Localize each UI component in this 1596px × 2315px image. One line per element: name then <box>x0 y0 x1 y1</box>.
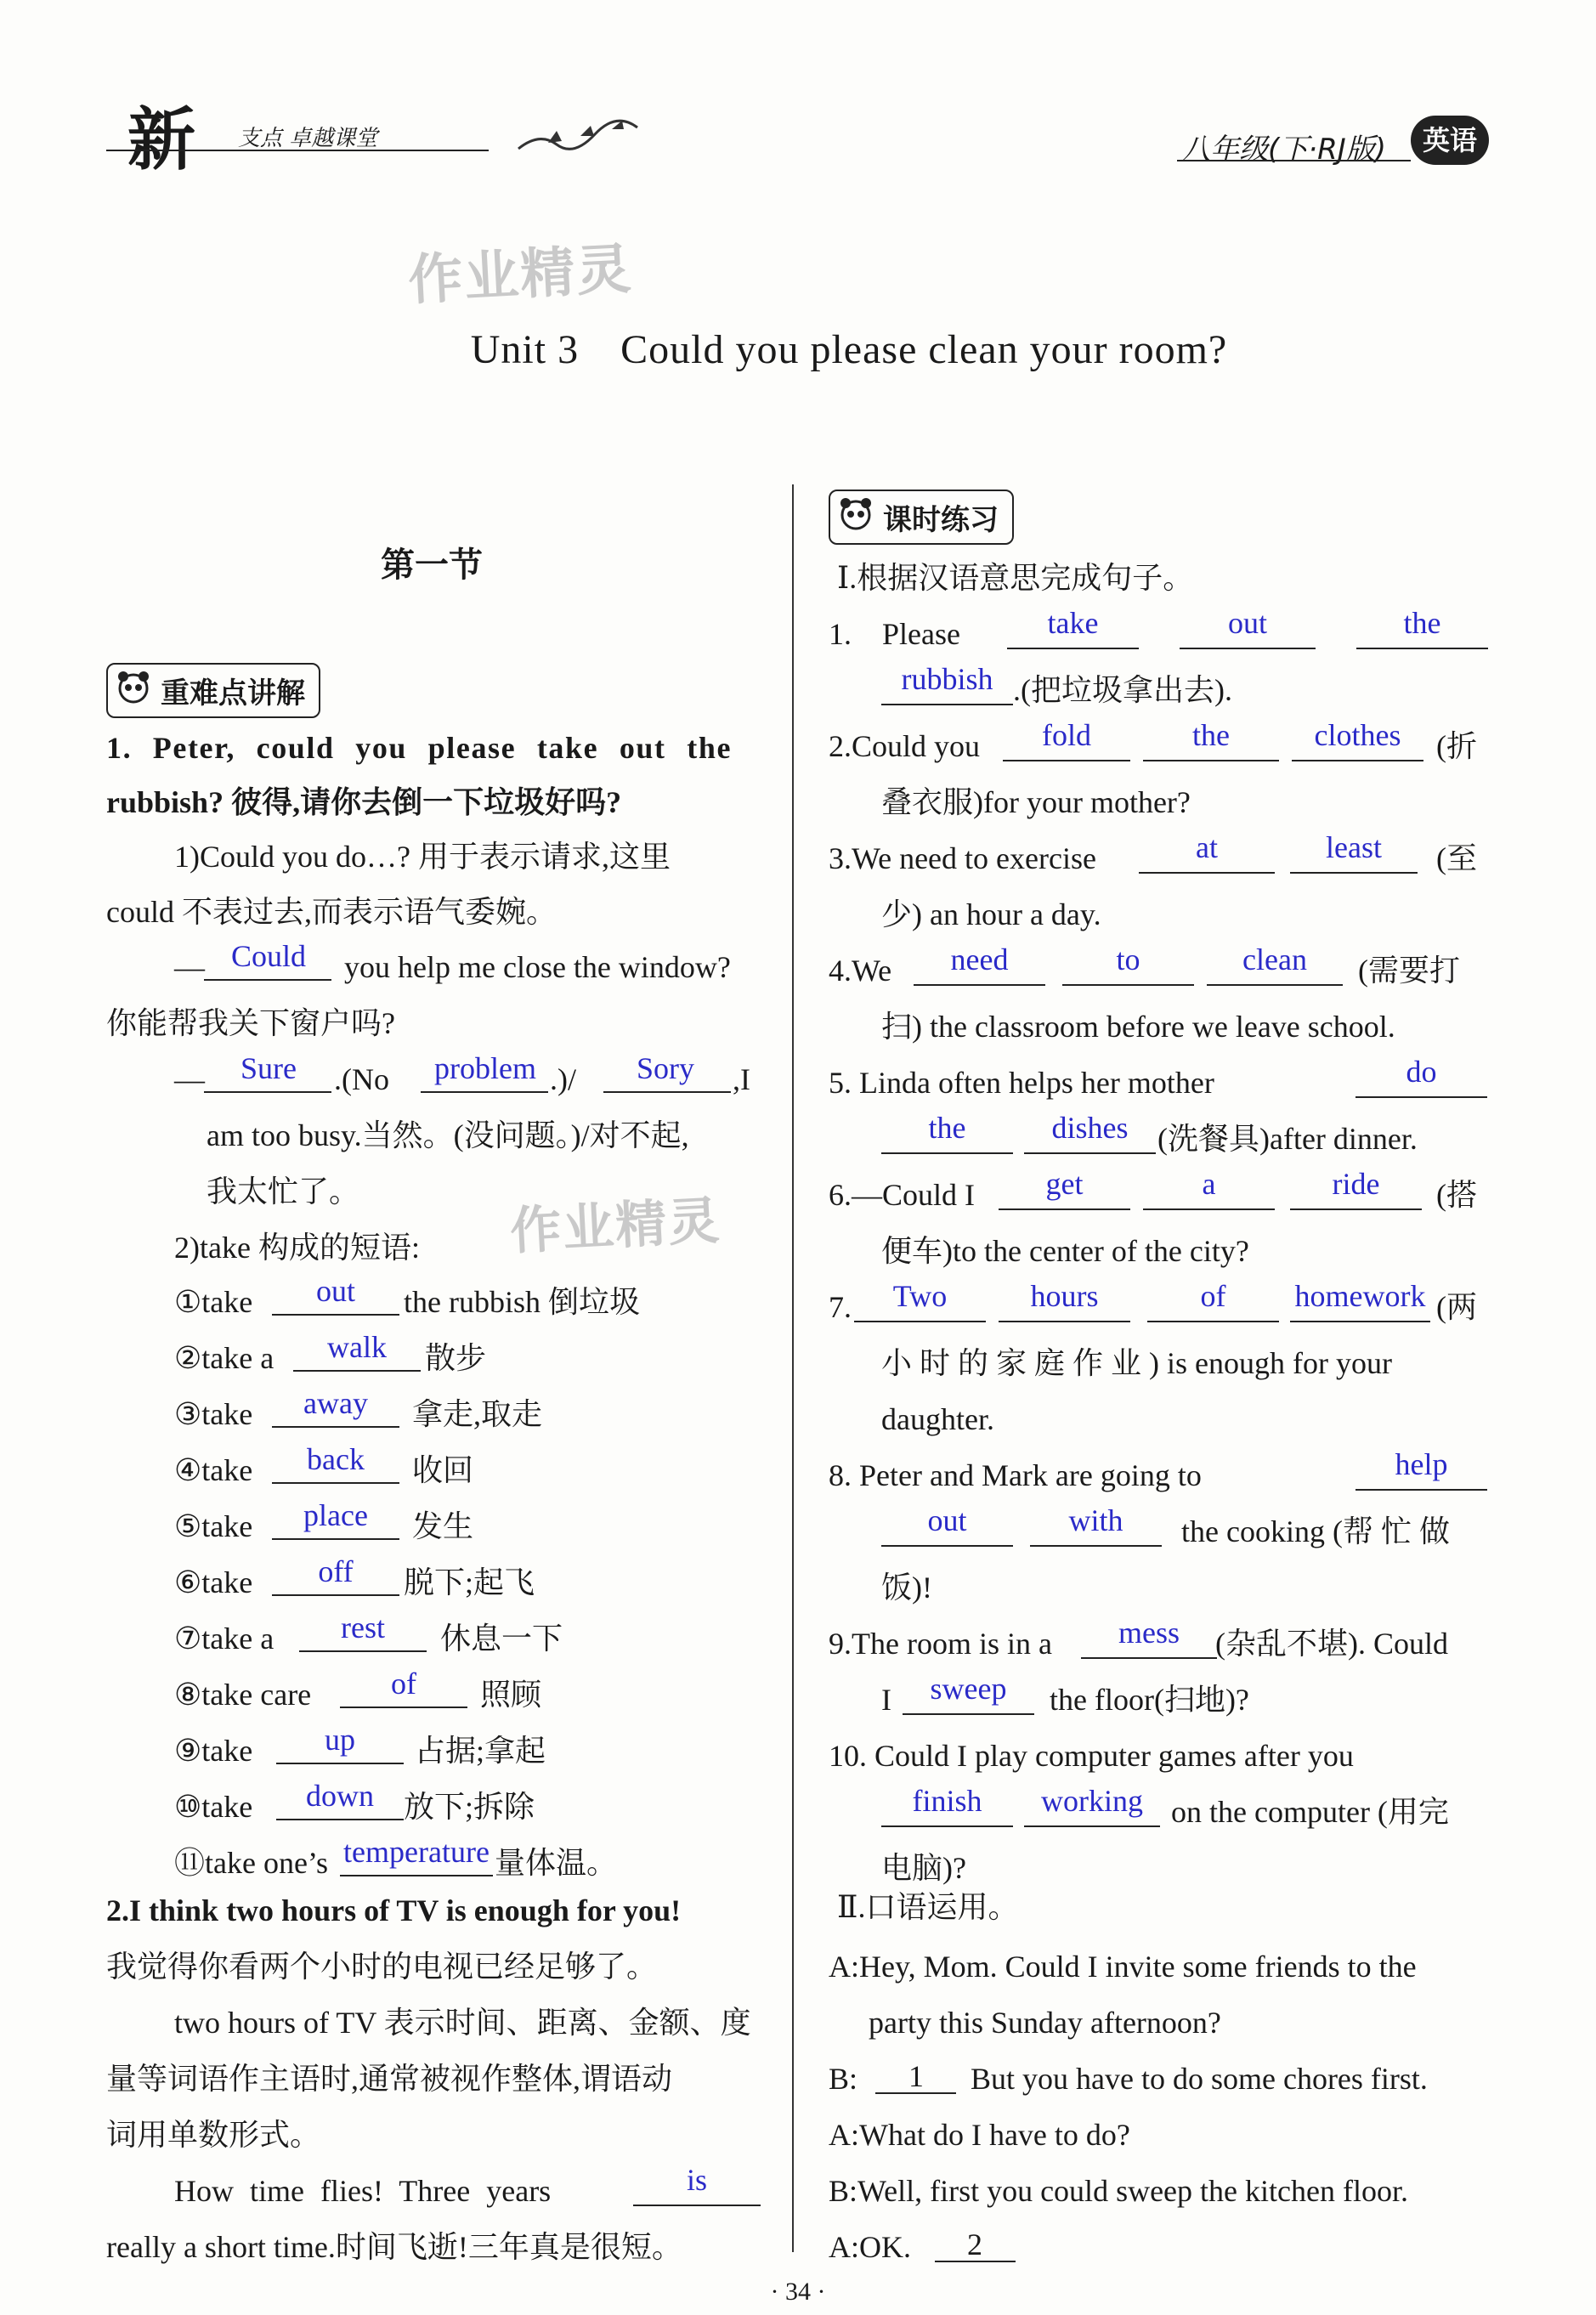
phrase-meaning: 占据;拿起 <box>415 1734 546 1768</box>
key-points-label: 重难点讲解 <box>161 676 305 710</box>
q7-b-blank <box>999 1321 1130 1322</box>
dialog-line5: B:Well, first you could sweep the kitchen floor. <box>829 2174 1408 2208</box>
q9-a-answer: mess <box>1118 1616 1180 1650</box>
q6-text-end: (搭 <box>1436 1178 1477 1212</box>
q2-b-answer: the <box>1192 718 1230 752</box>
header-rule-right <box>1177 160 1411 161</box>
answer-sorry: Sory <box>636 1051 695 1085</box>
phrase-prefix: ④take <box>174 1453 253 1487</box>
q3-b-answer: least <box>1326 830 1382 864</box>
key-points-badge <box>106 663 320 718</box>
q3-a-blank <box>1139 872 1275 874</box>
example2-line2: am too busy.当然。(没问题。)/对不起, <box>207 1118 689 1152</box>
phrase-prefix: ⑪take one’s <box>174 1846 328 1880</box>
q1-d-blank <box>881 704 1013 705</box>
phrase-meaning: 量体温。 <box>495 1846 618 1880</box>
phrase-prefix: ②take a <box>174 1341 274 1375</box>
q3-text-end: (至 <box>1436 841 1477 875</box>
panda-icon <box>113 666 154 707</box>
q10-text-line2: 电脑)? <box>881 1851 966 1885</box>
phrase-prefix: ⑥take <box>174 1565 253 1599</box>
answer-problem: problem <box>434 1051 536 1085</box>
phrase-answer: up <box>325 1723 355 1757</box>
q5-b-answer: the <box>928 1111 966 1145</box>
q7-text: 7. <box>829 1290 852 1324</box>
q6-a-answer: get <box>1045 1167 1084 1201</box>
example2-dash: — <box>174 1062 205 1096</box>
dialog-answer-2: 2 <box>967 2227 982 2261</box>
q1-b-answer: out <box>1227 606 1268 640</box>
q6-a-blank <box>999 1208 1130 1210</box>
q1-a-blank <box>1007 648 1139 649</box>
q7-d-blank <box>1290 1321 1430 1322</box>
phrase-blank <box>340 1875 493 1876</box>
phrase-meaning: 散步 <box>425 1341 487 1375</box>
phrase-prefix: ⑩take <box>174 1790 253 1824</box>
q10-text-end: on the computer (用完 <box>1171 1795 1449 1829</box>
example2-slash: .)/ <box>550 1062 576 1096</box>
example1-translation: 你能帮我关下窗户吗? <box>106 1006 395 1040</box>
phrase-blank <box>299 1650 427 1652</box>
q4-c-blank <box>1207 984 1343 986</box>
q7-d-answer: homework <box>1294 1279 1426 1313</box>
q7-c-blank <box>1147 1321 1279 1322</box>
q5-a-answer: do <box>1406 1055 1437 1089</box>
practice-badge <box>829 490 1014 545</box>
phrase-answer: place <box>303 1498 368 1532</box>
q6-text-line2: 便车)to the center of the city? <box>881 1234 1249 1268</box>
q5-c-answer: dishes <box>1051 1111 1129 1145</box>
header-slogan: 支点 卓越课堂 <box>238 126 378 151</box>
q2-b-blank <box>1143 760 1279 761</box>
page-header <box>0 0 1596 179</box>
q2-text: 2.Could you <box>829 729 981 763</box>
phrase-blank <box>272 1482 399 1484</box>
q3-b-blank <box>1290 872 1418 874</box>
q1-c-answer: the <box>1403 606 1441 640</box>
q6-b-blank <box>1143 1208 1275 1210</box>
q8-c-blank <box>1030 1545 1162 1547</box>
q2-a-answer: fold <box>1042 718 1091 752</box>
q6-b-answer: a <box>1202 1167 1216 1201</box>
blank-could <box>204 979 331 981</box>
phrase-blank <box>272 1426 399 1428</box>
q2-text-line2: 叠衣服)for your mother? <box>881 785 1191 819</box>
q4-b-answer: to <box>1116 942 1140 976</box>
q4-c-answer: clean <box>1242 942 1307 976</box>
phrase-prefix: ⑤take <box>174 1509 253 1543</box>
q4-a-answer: need <box>950 942 1009 976</box>
phrase-answer: rest <box>341 1610 385 1644</box>
example2-no: .(No <box>334 1062 389 1096</box>
point2-line1: 2.I think two hours of TV is enough for you! <box>106 1893 682 1927</box>
q7-text-end: (两 <box>1436 1290 1477 1324</box>
watermark-top: 作业精灵 <box>406 238 635 313</box>
practice-label: 课时练习 <box>883 503 999 537</box>
dialog-line4: A:What do I have to do? <box>829 2118 1130 2152</box>
section-title: 第一节 <box>381 545 483 585</box>
q5-a-blank <box>1355 1096 1487 1098</box>
q5-b-blank <box>881 1152 1013 1154</box>
phrase-meaning: 休息一下 <box>440 1622 563 1656</box>
phrase-answer: down <box>306 1779 374 1813</box>
q5-text-end: (洗餐具)after dinner. <box>1157 1122 1418 1156</box>
phrase-meaning: 发生 <box>412 1509 474 1543</box>
column-divider <box>792 484 794 2252</box>
blank-is <box>633 2205 761 2206</box>
answer-is: is <box>686 2163 708 2197</box>
q9-b-blank <box>903 1713 1034 1715</box>
dialog-line2: party this Sunday afternoon? <box>869 2006 1221 2040</box>
header-rule-left <box>106 150 489 151</box>
blank-problem <box>421 1091 548 1093</box>
phrase-blank <box>293 1370 421 1372</box>
point1-line1: 1. Peter, could you please take out the <box>106 731 733 765</box>
q9-text-i: I <box>881 1683 891 1717</box>
q8-text-line2: 饭)! <box>881 1571 932 1605</box>
part2-title: Ⅱ.口语运用。 <box>837 1890 1019 1924</box>
q1-d-answer: rubbish <box>901 662 993 696</box>
q1-text: 1. Please <box>829 617 960 651</box>
example1-dash: — <box>174 950 205 984</box>
phrase-prefix: ⑨take <box>174 1734 253 1768</box>
q10-b-blank <box>1024 1825 1160 1827</box>
phrase-answer: out <box>315 1274 356 1308</box>
phrase-answer: away <box>303 1386 368 1420</box>
blank-sure <box>204 1091 331 1093</box>
dialog-b1-text: But you have to do some chores first. <box>971 2062 1428 2096</box>
phrase-blank <box>340 1707 467 1708</box>
q2-c-answer: clothes <box>1314 718 1401 752</box>
q7-text-line3: daughter. <box>881 1402 994 1436</box>
q7-text-line2: 小 时 的 家 庭 作 业 ) is enough for your <box>881 1346 1392 1380</box>
q8-text: 8. Peter and Mark are going to <box>829 1458 1202 1492</box>
q10-a-answer: finish <box>912 1784 982 1818</box>
phrase-answer: of <box>391 1667 416 1701</box>
subject-label: 英语 <box>1422 124 1477 156</box>
panda-icon <box>835 493 876 534</box>
point2-translation: 我觉得你看两个小时的电视已经足够了。 <box>106 1950 658 1984</box>
q8-c-answer: with <box>1068 1503 1123 1537</box>
q10-b-answer: working <box>1041 1784 1143 1818</box>
phrase-blank <box>272 1538 399 1540</box>
q5-c-blank <box>1024 1152 1156 1154</box>
q8-b-blank <box>881 1545 1013 1547</box>
q10-a-blank <box>881 1825 1013 1827</box>
q2-c-blank <box>1292 760 1423 761</box>
q8-b-answer: out <box>927 1503 967 1537</box>
subject-badge <box>1411 116 1489 165</box>
point2-note2: 量等词语作主语时,通常被视作整体,谓语动 <box>106 2062 673 2096</box>
q6-c-answer: ride <box>1332 1167 1380 1201</box>
phrase-meaning: 照顾 <box>480 1678 542 1712</box>
point2-example-line2: really a short time.时间飞逝!三年真是很短。 <box>106 2230 682 2264</box>
dialog-line1: A:Hey, Mom. Could I invite some friends to the <box>829 1950 1417 1984</box>
point2-note1: two hours of TV 表示时间、距离、金额、度 <box>174 2006 751 2040</box>
phrase-blank <box>272 1594 399 1596</box>
q4-b-blank <box>1062 984 1194 986</box>
q4-text: 4.We <box>829 954 892 988</box>
phrase-prefix: ⑧take care <box>174 1678 312 1712</box>
q9-text-end: (杂乱不堪). Could <box>1215 1627 1448 1661</box>
phrase-prefix: ①take <box>174 1285 253 1319</box>
header-grade-text: 八年级(下·RJ版) <box>1181 133 1386 167</box>
phrase-meaning: 脱下;起飞 <box>404 1565 535 1599</box>
q9-text: 9.The room is in a <box>829 1627 1052 1661</box>
q5-text: 5. Linda often helps her mother <box>829 1066 1214 1100</box>
point1-note2: could 不表过去,而表示语气委婉。 <box>106 895 557 929</box>
q2-a-blank <box>1003 760 1130 761</box>
q3-text: 3.We need to exercise <box>829 841 1096 875</box>
answer-sure: Sure <box>241 1051 297 1085</box>
phrase-blank <box>272 1314 399 1316</box>
q8-text-end: the cooking (帮 忙 做 <box>1181 1514 1450 1548</box>
bird-decoration-icon <box>514 110 642 161</box>
q1-a-answer: take <box>1047 606 1099 640</box>
q7-a-blank <box>854 1321 986 1322</box>
dialog-b1: B: <box>829 2062 858 2096</box>
part1-title: Ⅰ.根据汉语意思完成句子。 <box>837 561 1194 595</box>
q1-text-end: .(把垃圾拿出去). <box>1013 673 1232 707</box>
point1-note1: 1)Could you do…? 用于表示请求,这里 <box>174 840 671 874</box>
q2-text-end: (折 <box>1436 729 1477 763</box>
q1-c-blank <box>1356 648 1488 649</box>
q4-text-line2: 扫) the classroom before we leave school. <box>881 1010 1395 1044</box>
phrase-answer: temperature <box>343 1835 490 1869</box>
point1-line2: rubbish? 彼得,请你去倒一下垃圾好吗? <box>106 785 622 819</box>
q9-text-line2: the floor(扫地)? <box>1050 1683 1249 1717</box>
point2-example: How time flies! Three years <box>174 2174 552 2208</box>
header-logo: 新 <box>127 99 195 179</box>
phrase-blank <box>276 1819 404 1820</box>
q7-a-answer: Two <box>892 1279 948 1313</box>
point2-note3: 词用单数形式。 <box>106 2118 321 2152</box>
q4-a-blank <box>914 984 1045 986</box>
q4-text-end: (需要打 <box>1358 954 1460 988</box>
q1-b-blank <box>1180 648 1316 649</box>
example2-i: ,I <box>733 1062 750 1096</box>
example2-line3: 我太忙了。 <box>207 1174 360 1208</box>
q7-c-answer: of <box>1200 1279 1226 1313</box>
watermark-middle: 作业精灵 <box>508 1191 722 1262</box>
q8-a-blank <box>1355 1489 1487 1491</box>
q6-text: 6.—Could I <box>829 1178 976 1212</box>
phrase-answer: off <box>318 1554 354 1588</box>
phrase-prefix: ⑦take a <box>174 1622 274 1656</box>
take-phrases-title: 2)take 构成的短语: <box>174 1231 420 1265</box>
example1-text: you help me close the window? <box>344 950 731 984</box>
phrase-answer: walk <box>327 1330 387 1364</box>
unit-title: Unit 3 Could you please clean your room? <box>470 327 1228 372</box>
q8-a-answer: help <box>1395 1447 1448 1481</box>
page-number: · 34 · <box>770 2278 826 2306</box>
q3-text-line2: 少) an hour a day. <box>881 897 1101 931</box>
phrase-meaning: 放下;拆除 <box>404 1790 535 1824</box>
phrase-meaning: 拿走,取走 <box>412 1397 543 1431</box>
q6-c-blank <box>1290 1208 1422 1210</box>
phrase-blank <box>276 1763 404 1764</box>
blank-sorry <box>603 1091 731 1093</box>
answer-could: Could <box>230 939 307 973</box>
dialog-answer-1: 1 <box>908 2059 924 2093</box>
phrase-meaning: the rubbish 倒垃圾 <box>404 1285 640 1319</box>
q9-a-blank <box>1081 1657 1217 1659</box>
phrase-answer: back <box>307 1442 365 1476</box>
q10-text: 10. Could I play computer games after you <box>829 1739 1354 1773</box>
phrase-prefix: ③take <box>174 1397 253 1431</box>
phrase-meaning: 收回 <box>412 1453 474 1487</box>
q3-a-answer: at <box>1196 830 1218 864</box>
q7-b-answer: hours <box>1030 1279 1099 1313</box>
dialog-a-ok: A:OK. <box>829 2230 911 2264</box>
q9-b-answer: sweep <box>930 1672 1007 1706</box>
